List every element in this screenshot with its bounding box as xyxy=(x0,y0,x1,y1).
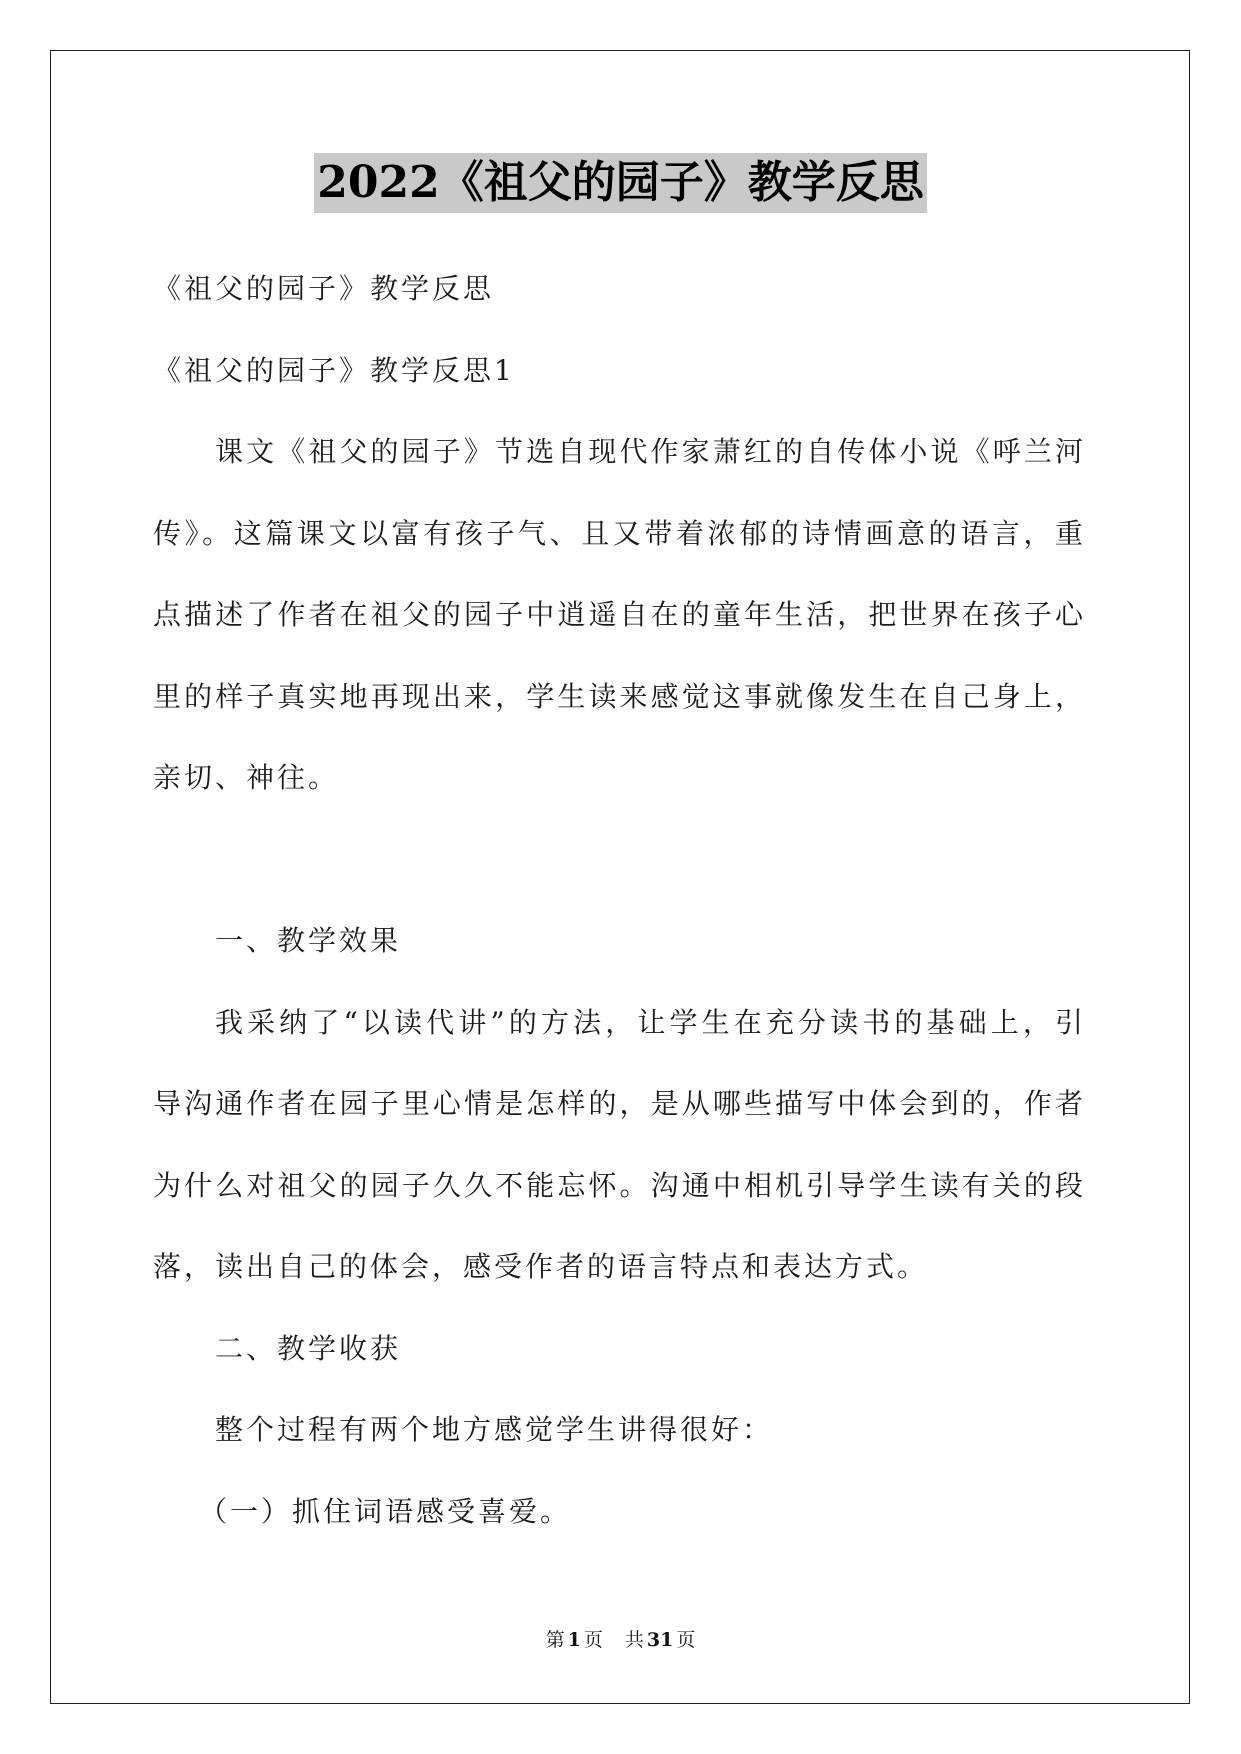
subheading: 《祖父的园子》教学反思 xyxy=(153,272,495,305)
page-suffix: 页 xyxy=(583,1629,603,1651)
section-heading-teaching-gains: 二、教学收获 xyxy=(215,1331,402,1365)
section-heading-teaching-effect: 一、教学效果 xyxy=(215,924,402,957)
page-number: 1 xyxy=(567,1629,581,1651)
total-suffix: 页 xyxy=(676,1629,696,1651)
section-paragraph-teaching-effect: 我采纳了“以读代讲”的方法，让学生在充分读书的基础上，引导沟通作者在园子里心情是怎样的，是从哪些描写中体会到的，作者为什么对祖父的园子久久不能忘怀。沟通中相机引导学生读有关的段落，读出自己的体会，感受作者的语言特点和表达方式。 xyxy=(153,1005,1086,1283)
document-body xyxy=(153,248,1086,1552)
section-paragraph-teaching-gains: 整个过程有两个地方感觉学生讲得很好： xyxy=(215,1413,774,1446)
total-prefix: 共 xyxy=(624,1629,644,1651)
page-footer xyxy=(0,1625,1241,1655)
page-prefix: 第 xyxy=(545,1629,565,1651)
blank-line xyxy=(153,819,1086,901)
total-pages: 31 xyxy=(646,1629,674,1651)
intro-paragraph: 课文《祖父的园子》节选自现代作家萧红的自传体小说《呼兰河传》。这篇课文以富有孩子气、且又带着浓郁的诗情画意的语言，重点描述了作者在祖父的园子中逍遥自在的童年生活，把世界在孩子心里的样子真实地再现出来，学生读来感觉这事就像发生在自己身上，亲切、神往。 xyxy=(153,435,1086,794)
subheading-numbered: 《祖父的园子》教学反思1 xyxy=(153,353,515,387)
list-item: （一）抓住词语感受喜爱。 xyxy=(199,1494,572,1528)
title-block xyxy=(0,153,1241,213)
document-title: 2022《祖父的园子》教学反思 xyxy=(314,153,926,213)
